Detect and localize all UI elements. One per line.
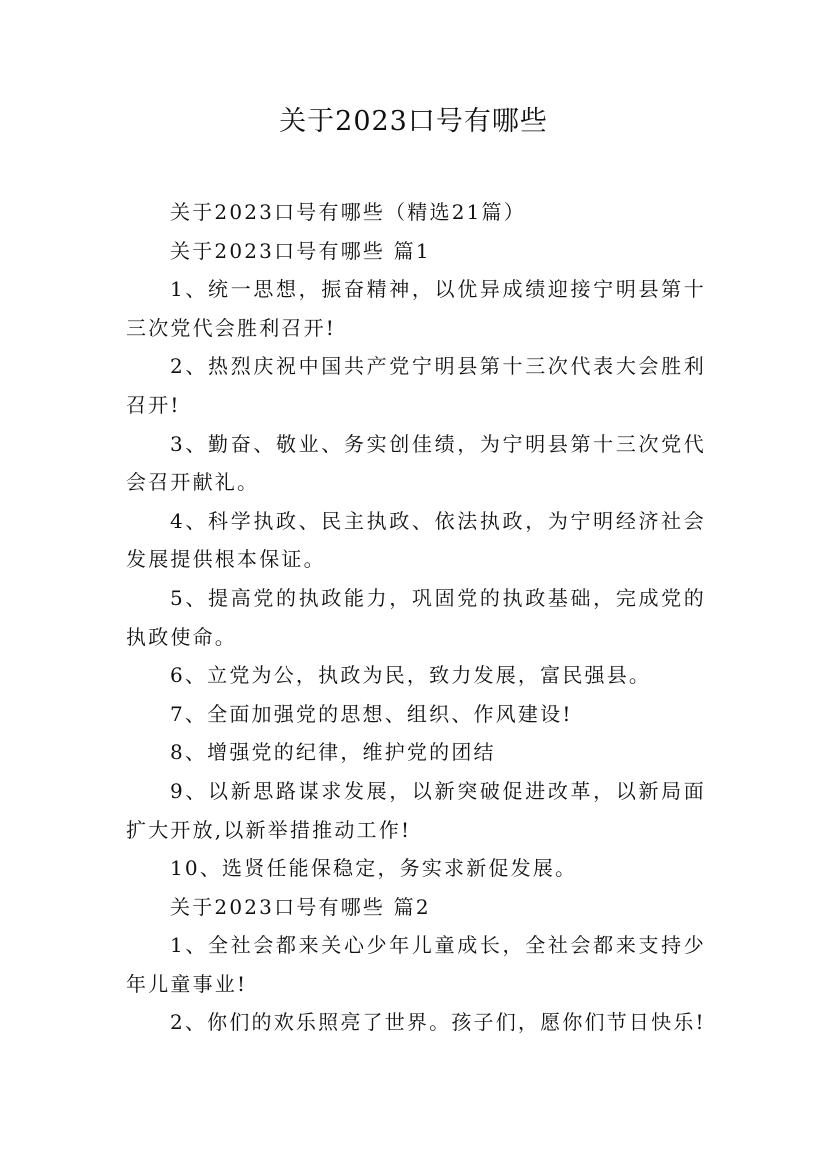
document-title: 关于2023口号有哪些	[279, 106, 548, 137]
section-heading-2: 关于2023口号有哪些 篇2	[170, 894, 431, 919]
slogan-item: 9、以新思路谋求发展，以新突破促进改革，以新局面扩大开放,以新举措推动工作!	[126, 778, 706, 842]
paragraph-intro: 关于2023口号有哪些（精选21篇）	[170, 200, 526, 224]
slogan-item: 7、全面加强党的思想、组织、作风建设!	[170, 701, 573, 726]
slogan-item: 1、全社会都来关心少年儿童成长，全社会都来支持少年儿童事业!	[126, 933, 706, 996]
document-body	[126, 193, 706, 1042]
slogan-item: 2、热烈庆祝中国共产党宁明县第十三次代表大会胜利召开!	[126, 354, 706, 417]
slogan-item: 10、选贤任能保稳定，务实求新促发展。	[170, 856, 578, 881]
slogan-item: 1、统一思想，振奋精神，以优异成绩迎接宁明县第十三次党代会胜利召开!	[126, 277, 706, 340]
slogan-item: 3、勤奋、敬业、务实创佳绩，为宁明县第十三次党代会召开献礼。	[126, 431, 706, 495]
slogan-item: 5、提高党的执政能力，巩固党的执政基础，完成党的执政使命。	[126, 585, 706, 649]
section-heading-1: 关于2023口号有哪些 篇1	[170, 238, 431, 263]
slogan-item: 4、科学执政、民主执政、依法执政，为宁明经济社会发展提供根本保证。	[126, 508, 706, 572]
slogan-item: 8、增强党的纪律，维护党的团结	[170, 740, 496, 765]
slogan-item: 2、你们的欢乐照亮了世界。孩子们，愿你们节日快乐!	[170, 1010, 706, 1035]
slogan-item: 6、立党为公，执政为民，致力发展，富民强县。	[170, 663, 652, 688]
